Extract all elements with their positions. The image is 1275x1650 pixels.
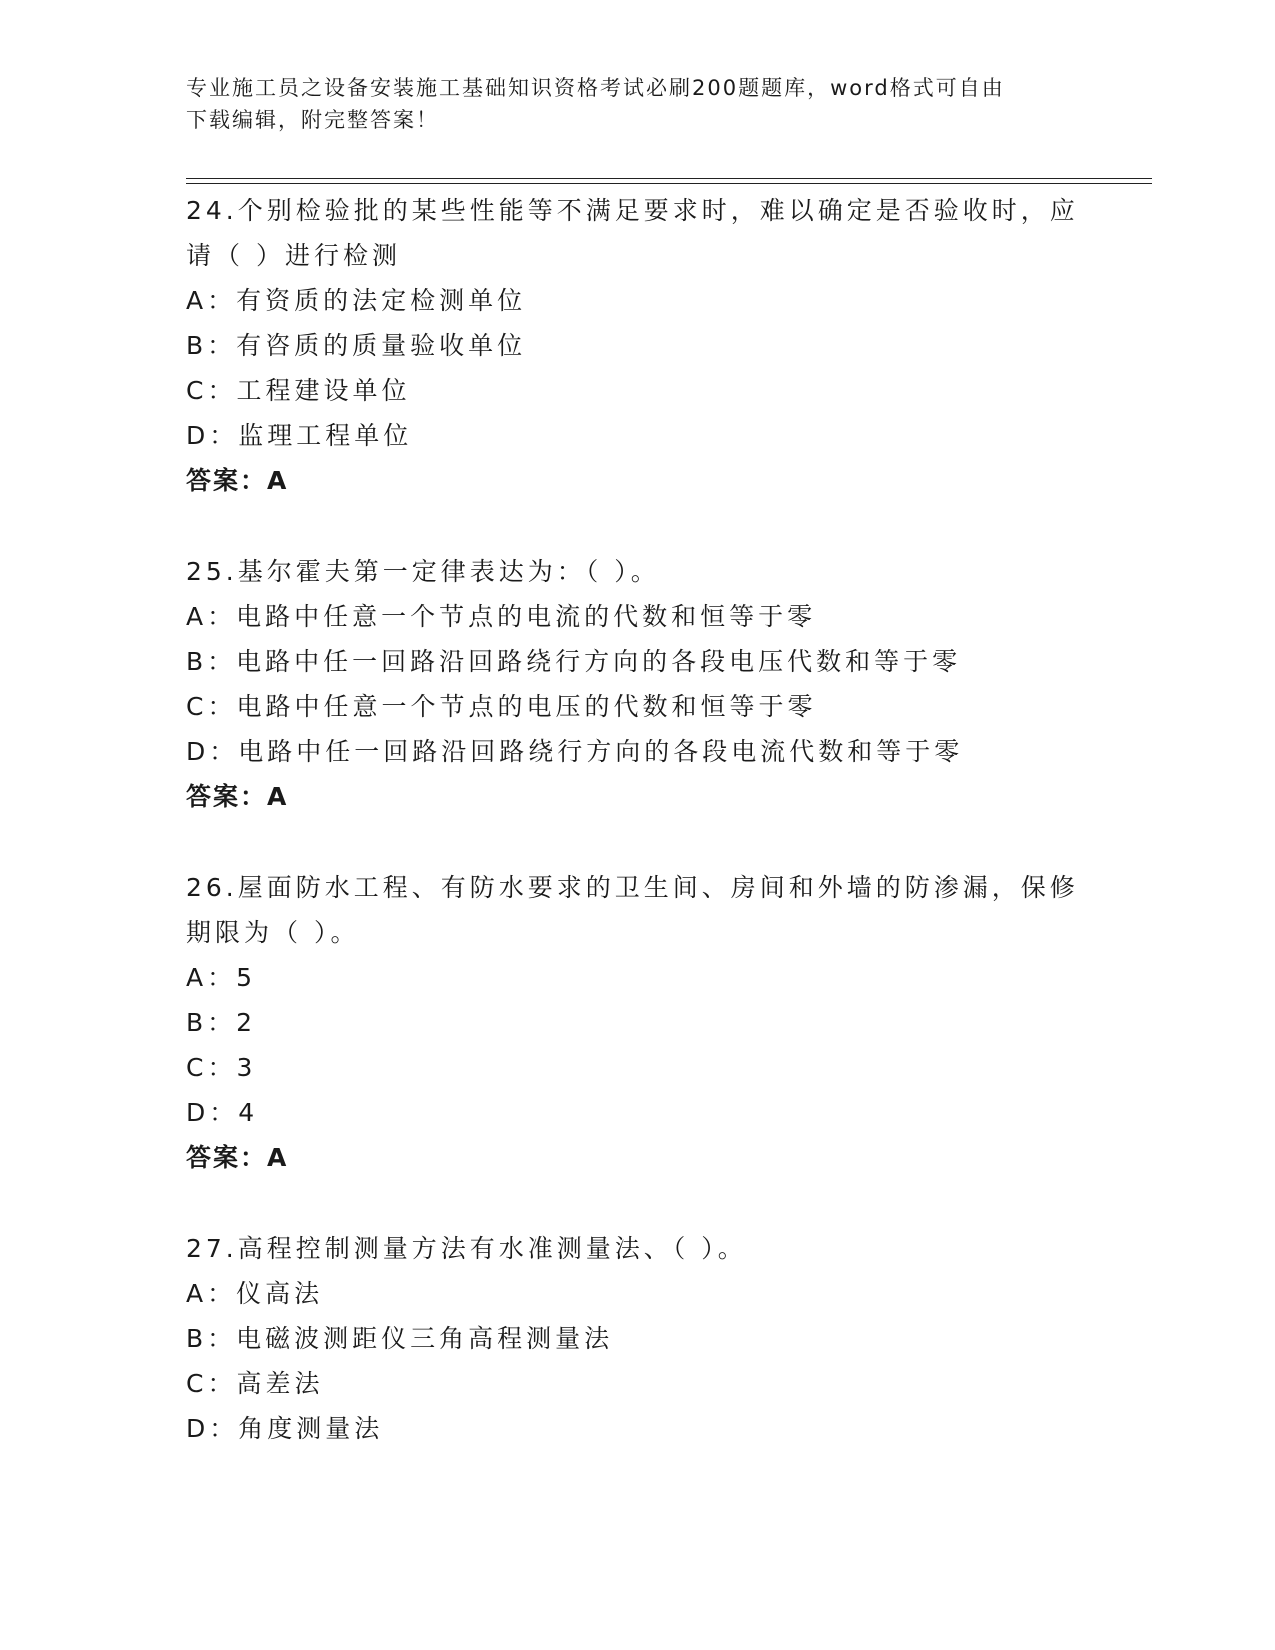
question-stem (186, 188, 1086, 278)
question-block (186, 865, 1086, 1180)
question-stem-line: 26.屋面防水工程、有防水要求的卫生间、房间和外墙的防渗漏，保修 (186, 873, 1079, 902)
option-letter: B： (186, 1008, 237, 1037)
answer-key: 答案：A (186, 1143, 289, 1172)
option-text: 有资质的法定检测单位 (236, 286, 527, 315)
question-stem-line: 25.基尔霍夫第一定律表达为：（ ）。 (186, 557, 660, 586)
option-text: 电路中任意一个节点的电压的代数和恒等于零 (236, 692, 817, 721)
answer-option (186, 1045, 1086, 1090)
document-header (186, 72, 1066, 136)
option-text: 2 (236, 1008, 257, 1037)
answer-key: 答案：A (186, 466, 289, 495)
answer-option (186, 684, 1086, 729)
answer-option (186, 1000, 1086, 1045)
option-text: 监理工程单位 (238, 421, 413, 450)
question-list (186, 188, 1086, 1497)
question-stem-line: 27.高程控制测量方法有水准测量法、（ ）。 (186, 1234, 747, 1263)
question-block (186, 1226, 1086, 1451)
header-divider (186, 183, 1152, 184)
option-text: 有咨质的质量验收单位 (236, 331, 527, 360)
question-stem-line: 期限为（ ）。 (186, 918, 360, 947)
option-text: 高差法 (236, 1369, 324, 1398)
option-letter: C： (186, 692, 237, 721)
answer-option (186, 368, 1086, 413)
option-letter: D： (186, 1414, 239, 1443)
option-text: 工程建设单位 (236, 376, 411, 405)
question-stem-line: 24.个别检验批的某些性能等不满足要求时，难以确定是否验收时，应 (186, 196, 1079, 225)
answer-key: 答案：A (186, 782, 289, 811)
answer-option (186, 323, 1086, 368)
option-letter: D： (186, 421, 239, 450)
option-text: 电路中任意一个节点的电流的代数和恒等于零 (236, 602, 817, 631)
option-letter: C： (186, 1053, 237, 1082)
answer-option (186, 1406, 1086, 1451)
header-line: 下载编辑，附完整答案！ (186, 108, 439, 132)
option-text: 电路中任一回路沿回路绕行方向的各段电压代数和等于零 (236, 647, 962, 676)
option-text: 仪高法 (236, 1279, 324, 1308)
option-letter: C： (186, 376, 237, 405)
question-block (186, 549, 1086, 819)
option-text: 4 (238, 1098, 259, 1127)
option-letter: A： (186, 286, 237, 315)
answer-option (186, 413, 1086, 458)
option-letter: B： (186, 647, 237, 676)
question-block (186, 188, 1086, 503)
header-divider (186, 178, 1152, 179)
answer-option (186, 955, 1086, 1000)
answer-option (186, 1271, 1086, 1316)
answer-option (186, 278, 1086, 323)
option-text: 3 (236, 1053, 257, 1082)
question-stem (186, 1226, 1086, 1271)
option-letter: C： (186, 1369, 237, 1398)
question-stem-line: 请（ ）进行检测 (186, 241, 401, 270)
answer-option (186, 1090, 1086, 1135)
option-text: 角度测量法 (238, 1414, 384, 1443)
option-letter: D： (186, 737, 239, 766)
option-letter: B： (186, 331, 237, 360)
option-letter: D： (186, 1098, 239, 1127)
question-stem (186, 865, 1086, 955)
option-letter: A： (186, 963, 237, 992)
answer-option (186, 639, 1086, 684)
answer-option (186, 1361, 1086, 1406)
answer-option (186, 594, 1086, 639)
option-text: 5 (236, 963, 257, 992)
option-text: 电路中任一回路沿回路绕行方向的各段电流代数和等于零 (238, 737, 964, 766)
option-letter: A： (186, 602, 237, 631)
option-letter: A： (186, 1279, 237, 1308)
answer-option (186, 1316, 1086, 1361)
header-line: 专业施工员之设备安装施工基础知识资格考试必刷200题题库，word格式可自由 (186, 76, 1005, 100)
question-stem (186, 549, 1086, 594)
answer-option (186, 729, 1086, 774)
option-text: 电磁波测距仪三角高程测量法 (236, 1324, 614, 1353)
option-letter: B： (186, 1324, 237, 1353)
